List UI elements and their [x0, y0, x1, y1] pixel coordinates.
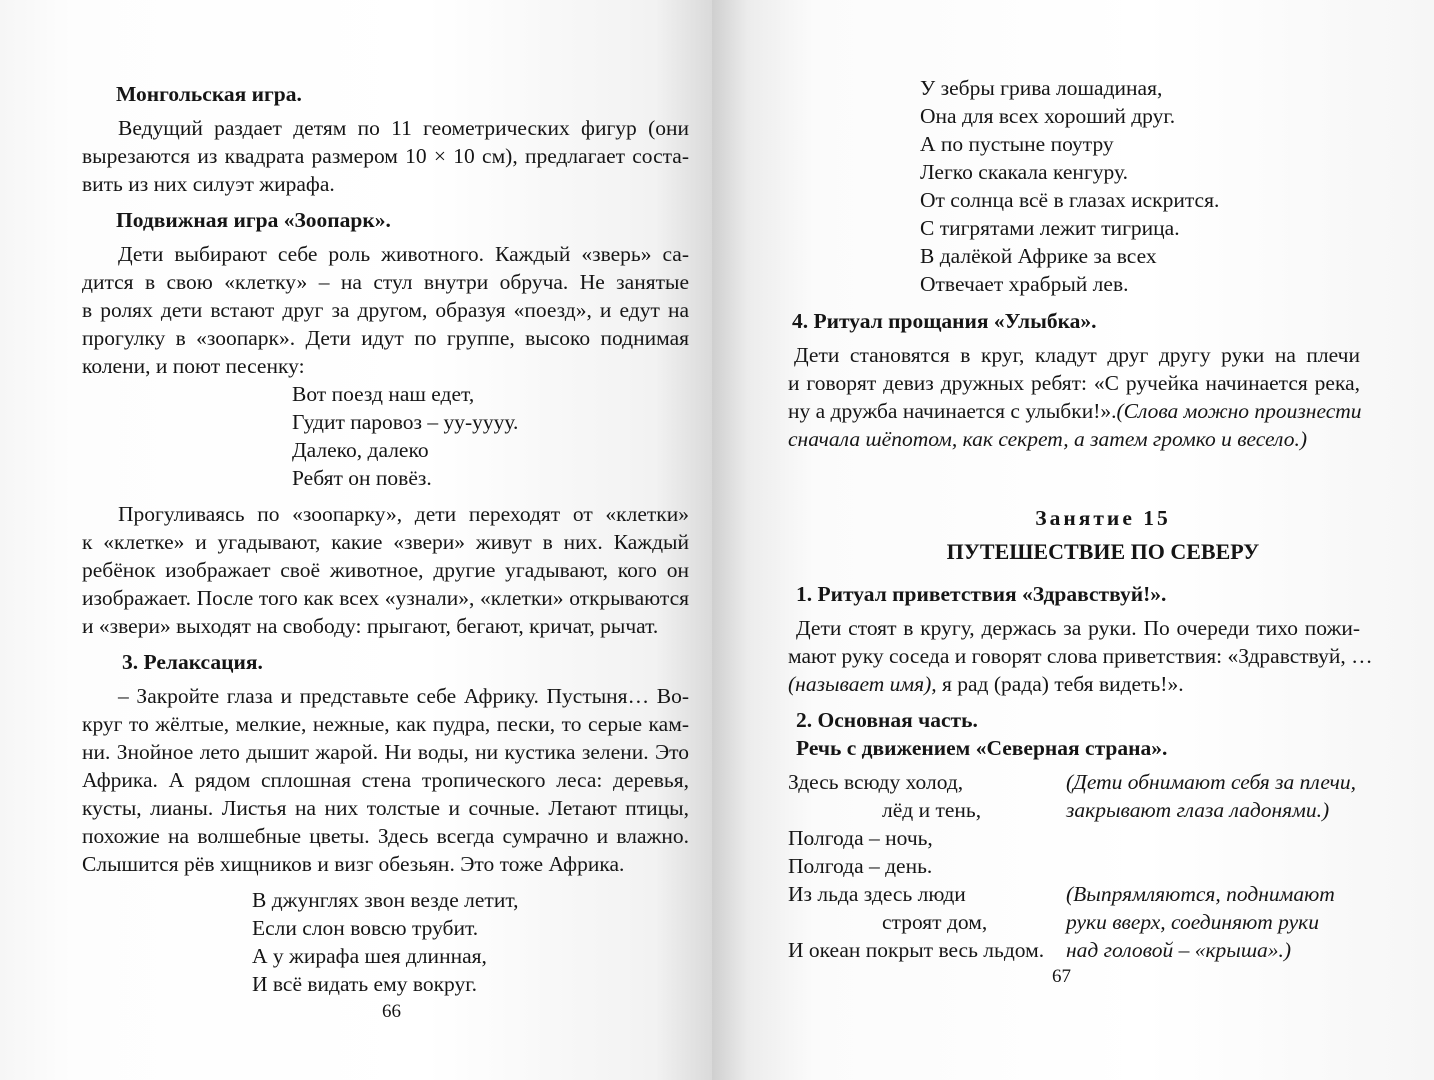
north-poem-line-7: И океан покрыт весь льдом.: [788, 938, 1045, 962]
greeting-text-line-3-rest: я рад (рада) тебя видеть!».: [936, 672, 1184, 696]
page-number-left: 66: [382, 1001, 401, 1022]
africa-poem-cont-line-5: От солнца всё в глазах искрится.: [920, 188, 1220, 212]
farewell-text-line-3-main: ну а дружба начинается с улыбки!».: [788, 399, 1117, 423]
farewell-ritual-title: 4. Ритуал прощания «Улыбка».: [792, 309, 1097, 333]
greeting-name-note: (называет имя),: [788, 672, 937, 696]
north-poem-line-1: Здесь всюду холод,: [788, 770, 964, 794]
mongol-game-title: Монгольская игра.: [116, 82, 302, 106]
relax-text-line-2: круг то жёлтые, мелкие, нежные, как пудра, пески, то серые кам-: [82, 712, 689, 736]
africa-poem-cont-line-1: У зебры грива лошадиная,: [920, 76, 1163, 100]
zoo-text-line-5: колени, и поют песенку:: [82, 354, 305, 378]
mongol-text-line-3: вить из них силуэт жирафа.: [82, 172, 335, 196]
africa-poem-cont-line-2: Она для всех хороший друг.: [920, 104, 1176, 128]
africa-poem-cont-line-3: А по пустыне поутру: [920, 132, 1114, 156]
left-page: [0, 0, 712, 1080]
speech-movement-title: Речь с движением «Северная страна».: [796, 736, 1168, 760]
relax-text-line-7: Слышится рёв хищников и визг обезьян. Это тоже Африка.: [82, 852, 625, 876]
greeting-text-line-1: Дети стоят в кругу, держась за руки. По очереди тихо пожи-: [796, 616, 1360, 640]
relax-text-line-5: кусты, лианы. Листья на них толстые и сочные. Летают птицы,: [82, 796, 689, 820]
north-note-line-1: (Дети обнимают себя за плечи,: [1066, 770, 1356, 794]
relax-text-line-1: – Закройте глаза и представьте себе Африку. Пустыня… Во-: [118, 684, 689, 708]
farewell-text-line-1: Дети становятся в круг, кладут друг другу руки на плечи: [794, 343, 1360, 367]
north-poem-line-6: строят дом,: [882, 910, 988, 934]
africa-poem-cont-line-6: С тигрятами лежит тигрица.: [920, 216, 1180, 240]
song-line-1: Вот поезд наш едет,: [292, 382, 475, 406]
song-line-2: Гудит паровоз – уу-уууу.: [292, 410, 519, 434]
mongol-text-line-2: вырезаются из квадрата размером 10 × 10 см), предлагает соста-: [82, 144, 689, 168]
zoo-text2-line-2: к «клетке» и угадывают, какие «звери» живут в них. Каждый: [82, 530, 689, 554]
north-poem-line-2: лёд и тень,: [882, 798, 982, 822]
zoo-game-title: Подвижная игра «Зоопарк».: [116, 208, 391, 232]
zoo-text2-line-3: ребёнок изображает своё животное, другие угадывают, кого он: [82, 558, 689, 582]
north-note-line-3: (Выпрямляются, поднимают: [1066, 882, 1335, 906]
africa-poem-line-1: В джунглях звон везде летит,: [252, 888, 519, 912]
africa-poem-line-4: И всё видать ему вокруг.: [252, 972, 478, 996]
africa-poem-cont-line-4: Легко скакала кенгуру.: [920, 160, 1128, 184]
main-part-title: 2. Основная часть.: [796, 708, 978, 732]
farewell-note-line-2: сначала шёпотом, как секрет, а затем громко и весело.): [788, 427, 1307, 451]
north-note-line-5: над головой – «крыша».): [1066, 938, 1292, 962]
mongol-text-line-1: Ведущий раздает детям по 11 геометрических фигур (они: [118, 116, 689, 140]
lesson-label: Занятие 15: [1035, 506, 1171, 530]
right-page: [712, 0, 1434, 1080]
africa-poem-line-3: А у жирафа шея длинная,: [252, 944, 487, 968]
farewell-text-line-3: [788, 397, 1360, 425]
farewell-text-line-2: и говорят девиз дружных ребят: «С ручейка начинается река,: [788, 371, 1360, 395]
zoo-text-line-1: Дети выбирают себе роль животного. Каждый «зверь» са-: [118, 242, 689, 266]
zoo-text-line-3: в ролях дети встают друг за другом, образуя «поезд», и едут на: [82, 298, 689, 322]
song-line-3: Далеко, далеко: [292, 438, 429, 462]
zoo-text-line-2: дится в свою «клетку» – на стул внутри обруча. Не занятые: [82, 270, 689, 294]
lesson-title: ПУТЕШЕСТВИЕ ПО СЕВЕРУ: [946, 539, 1260, 564]
zoo-text-line-4: прогулку в «зоопарк». Дети идут по группе, высоко поднимая: [82, 326, 689, 350]
africa-poem-cont-line-7: В далёкой Африке за всех: [920, 244, 1157, 268]
page-number-right: 67: [1052, 966, 1071, 987]
relax-text-line-4: Африка. А рядом сплошная стена тропического леса: деревья,: [82, 768, 689, 792]
relaxation-title: 3. Релаксация.: [122, 650, 263, 674]
relax-text-line-6: похожие на волшебные цветы. Здесь всегда сумрачно и влажно.: [82, 824, 689, 848]
farewell-note-line-1: (Слова можно произнести: [1116, 399, 1362, 423]
greeting-text-line-2: мают руку соседа и говорят слова приветствия: «Здравствуй, …: [788, 644, 1373, 668]
zoo-text2-line-1: Прогуливаясь по «зоопарку», дети переходят от «клетки»: [118, 502, 689, 526]
relax-text-line-3: ни. Знойное лето дышит жарой. Ни воды, ни кустика зелени. Это: [82, 740, 689, 764]
greeting-text-line-3: [788, 670, 1184, 698]
north-note-line-4: руки вверх, соединяют руки: [1066, 910, 1319, 934]
north-note-line-2: закрывают глаза ладонями.): [1066, 798, 1330, 822]
north-poem-line-5: Из льда здесь люди: [788, 882, 966, 906]
song-line-4: Ребят он повёз.: [292, 466, 432, 490]
africa-poem-line-2: Если слон вовсю трубит.: [252, 916, 479, 940]
greeting-ritual-title: 1. Ритуал приветствия «Здравствуй!».: [796, 582, 1167, 606]
zoo-text2-line-4: изображает. После того как всех «узнали», «клетки» открываются: [82, 586, 689, 610]
north-poem-line-4: Полгода – день.: [788, 854, 933, 878]
zoo-text2-line-5: и «звери» выходят на свободу: прыгают, бегают, кричат, рычат.: [82, 614, 659, 638]
north-poem-line-3: Полгода – ночь,: [788, 826, 933, 850]
africa-poem-cont-line-8: Отвечает храбрый лев.: [920, 272, 1129, 296]
